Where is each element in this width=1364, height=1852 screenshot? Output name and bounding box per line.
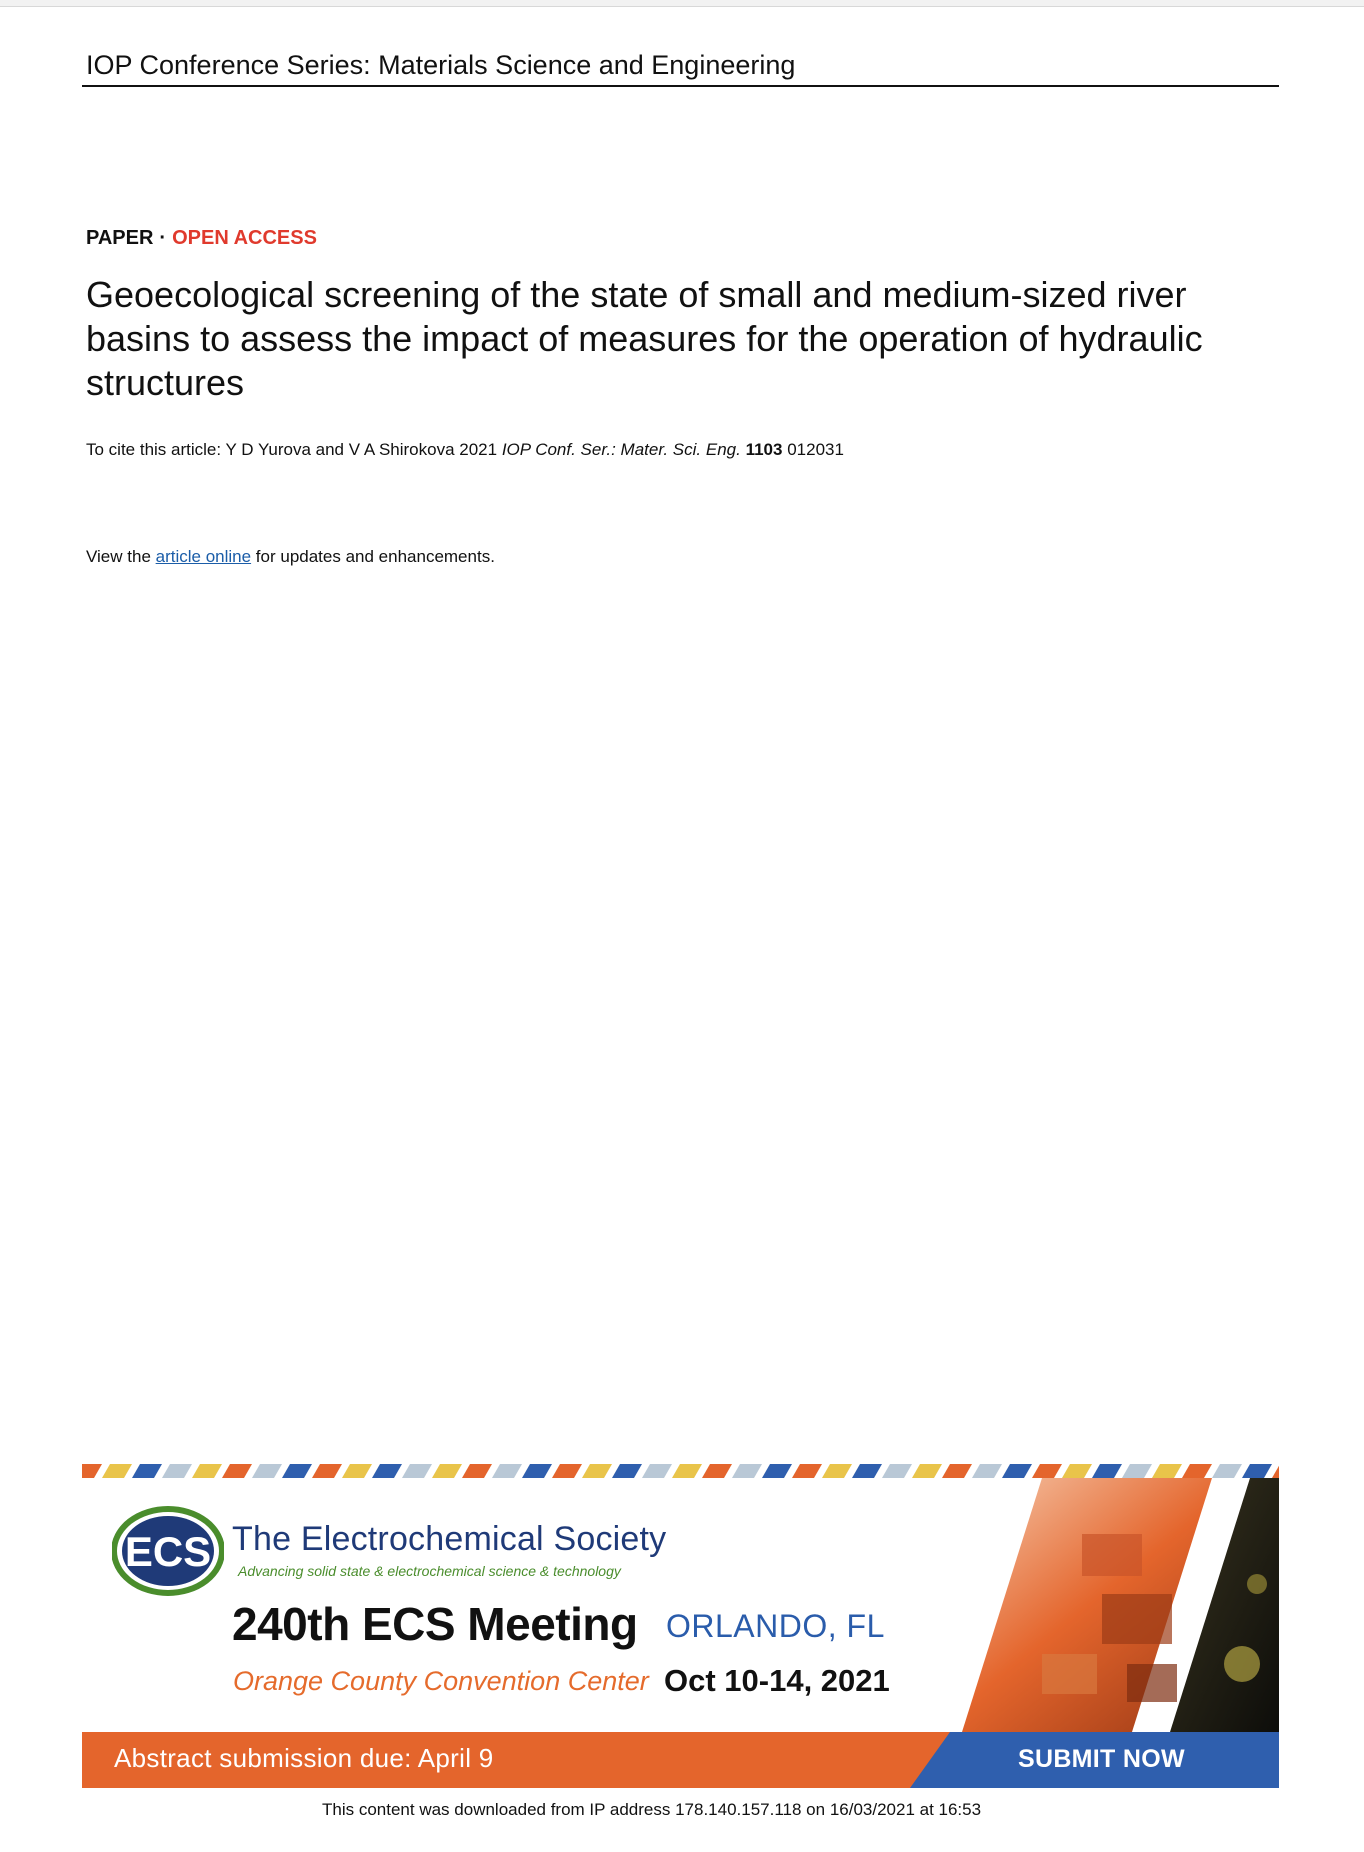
- ecs-ad-banner[interactable]: [82, 1464, 1279, 1788]
- stripe-segment: [822, 1464, 852, 1478]
- stripe-segment: [612, 1464, 642, 1478]
- stripe-segment: [1062, 1464, 1092, 1478]
- stripe-segment: [522, 1464, 552, 1478]
- header-rule: [82, 85, 1279, 87]
- stripe-segment: [762, 1464, 792, 1478]
- stripe-segment: [912, 1464, 942, 1478]
- stripe-segment: [702, 1464, 732, 1478]
- abstract-due-text: Abstract submission due: April 9: [114, 1743, 494, 1773]
- stripe-border: [82, 1464, 1279, 1478]
- stripe-segment: [402, 1464, 432, 1478]
- stripe-segment: [1122, 1464, 1152, 1478]
- meeting-venue: Orange County Convention Center: [233, 1666, 649, 1696]
- stripe-segment: [432, 1464, 462, 1478]
- stripe-segment: [732, 1464, 762, 1478]
- stripe-segment: [582, 1464, 612, 1478]
- view-suffix: for updates and enhancements.: [251, 547, 495, 566]
- article-online-link[interactable]: article online: [155, 547, 252, 566]
- stripe-segment: [852, 1464, 882, 1478]
- meeting-city: ORLANDO, FL: [666, 1608, 885, 1644]
- citation: [86, 440, 844, 460]
- society-name: The Electrochemical Society: [232, 1520, 667, 1558]
- article-kicker: [86, 227, 317, 250]
- stripe-segment: [552, 1464, 582, 1478]
- view-online-line: [86, 547, 495, 567]
- stripe-segment: [282, 1464, 312, 1478]
- kicker-separator: ·: [159, 227, 167, 249]
- journal-series: IOP Conference Series: Materials Science and Engineering: [86, 50, 796, 80]
- stripe-segment: [1212, 1464, 1242, 1478]
- ecs-logo: [112, 1506, 224, 1596]
- open-access-label: OPEN ACCESS: [172, 227, 317, 249]
- submit-now-button[interactable]: SUBMIT NOW: [1018, 1745, 1185, 1773]
- citation-volume: 1103: [745, 440, 783, 459]
- citation-number: 012031: [787, 440, 844, 459]
- stripe-segment: [1242, 1464, 1272, 1478]
- stripe-segment: [462, 1464, 492, 1478]
- stripe-segment: [102, 1464, 132, 1478]
- paper-label: PAPER: [86, 227, 154, 249]
- stripe-segment: [82, 1464, 102, 1478]
- society-tagline: Advancing solid state & electrochemical science & technology: [238, 1563, 621, 1579]
- stripe-segment: [972, 1464, 1002, 1478]
- stripe-segment: [312, 1464, 342, 1478]
- article-title: Geoecological screening of the state of small and medium-sized river basins to assess the impact of measures for the operation of hydraulic structures: [86, 274, 1203, 403]
- stripe-segment: [882, 1464, 912, 1478]
- citation-journal: IOP Conf. Ser.: Mater. Sci. Eng.: [501, 440, 741, 459]
- view-prefix: View the: [86, 547, 156, 566]
- stripe-segment: [342, 1464, 372, 1478]
- stripe-segment: [1092, 1464, 1122, 1478]
- stripe-segment: [492, 1464, 522, 1478]
- meeting-dates: Oct 10-14, 2021: [664, 1663, 890, 1698]
- stripe-segment: [192, 1464, 222, 1478]
- stripe-segment: [222, 1464, 252, 1478]
- stripe-segment: [162, 1464, 192, 1478]
- meeting-title: 240th ECS Meeting: [232, 1598, 638, 1650]
- stripe-segment: [672, 1464, 702, 1478]
- stripe-segment: [942, 1464, 972, 1478]
- stripe-segment: [372, 1464, 402, 1478]
- stripe-segment: [252, 1464, 282, 1478]
- stripe-segment: [1272, 1464, 1279, 1478]
- logo-text: ECS: [124, 1528, 212, 1575]
- stripe-segment: [1002, 1464, 1032, 1478]
- stripe-segment: [1182, 1464, 1212, 1478]
- stripe-segment: [642, 1464, 672, 1478]
- top-border: [0, 0, 1364, 7]
- stripe-segment: [792, 1464, 822, 1478]
- citation-prefix: To cite this article: Y D Yurova and V A Shirokova 2021: [86, 440, 502, 459]
- download-footer: This content was downloaded from IP address 178.140.157.118 on 16/03/2021 at 16:53: [322, 1800, 982, 1819]
- stripe-segment: [1032, 1464, 1062, 1478]
- stripe-segment: [1152, 1464, 1182, 1478]
- stripe-segment: [132, 1464, 162, 1478]
